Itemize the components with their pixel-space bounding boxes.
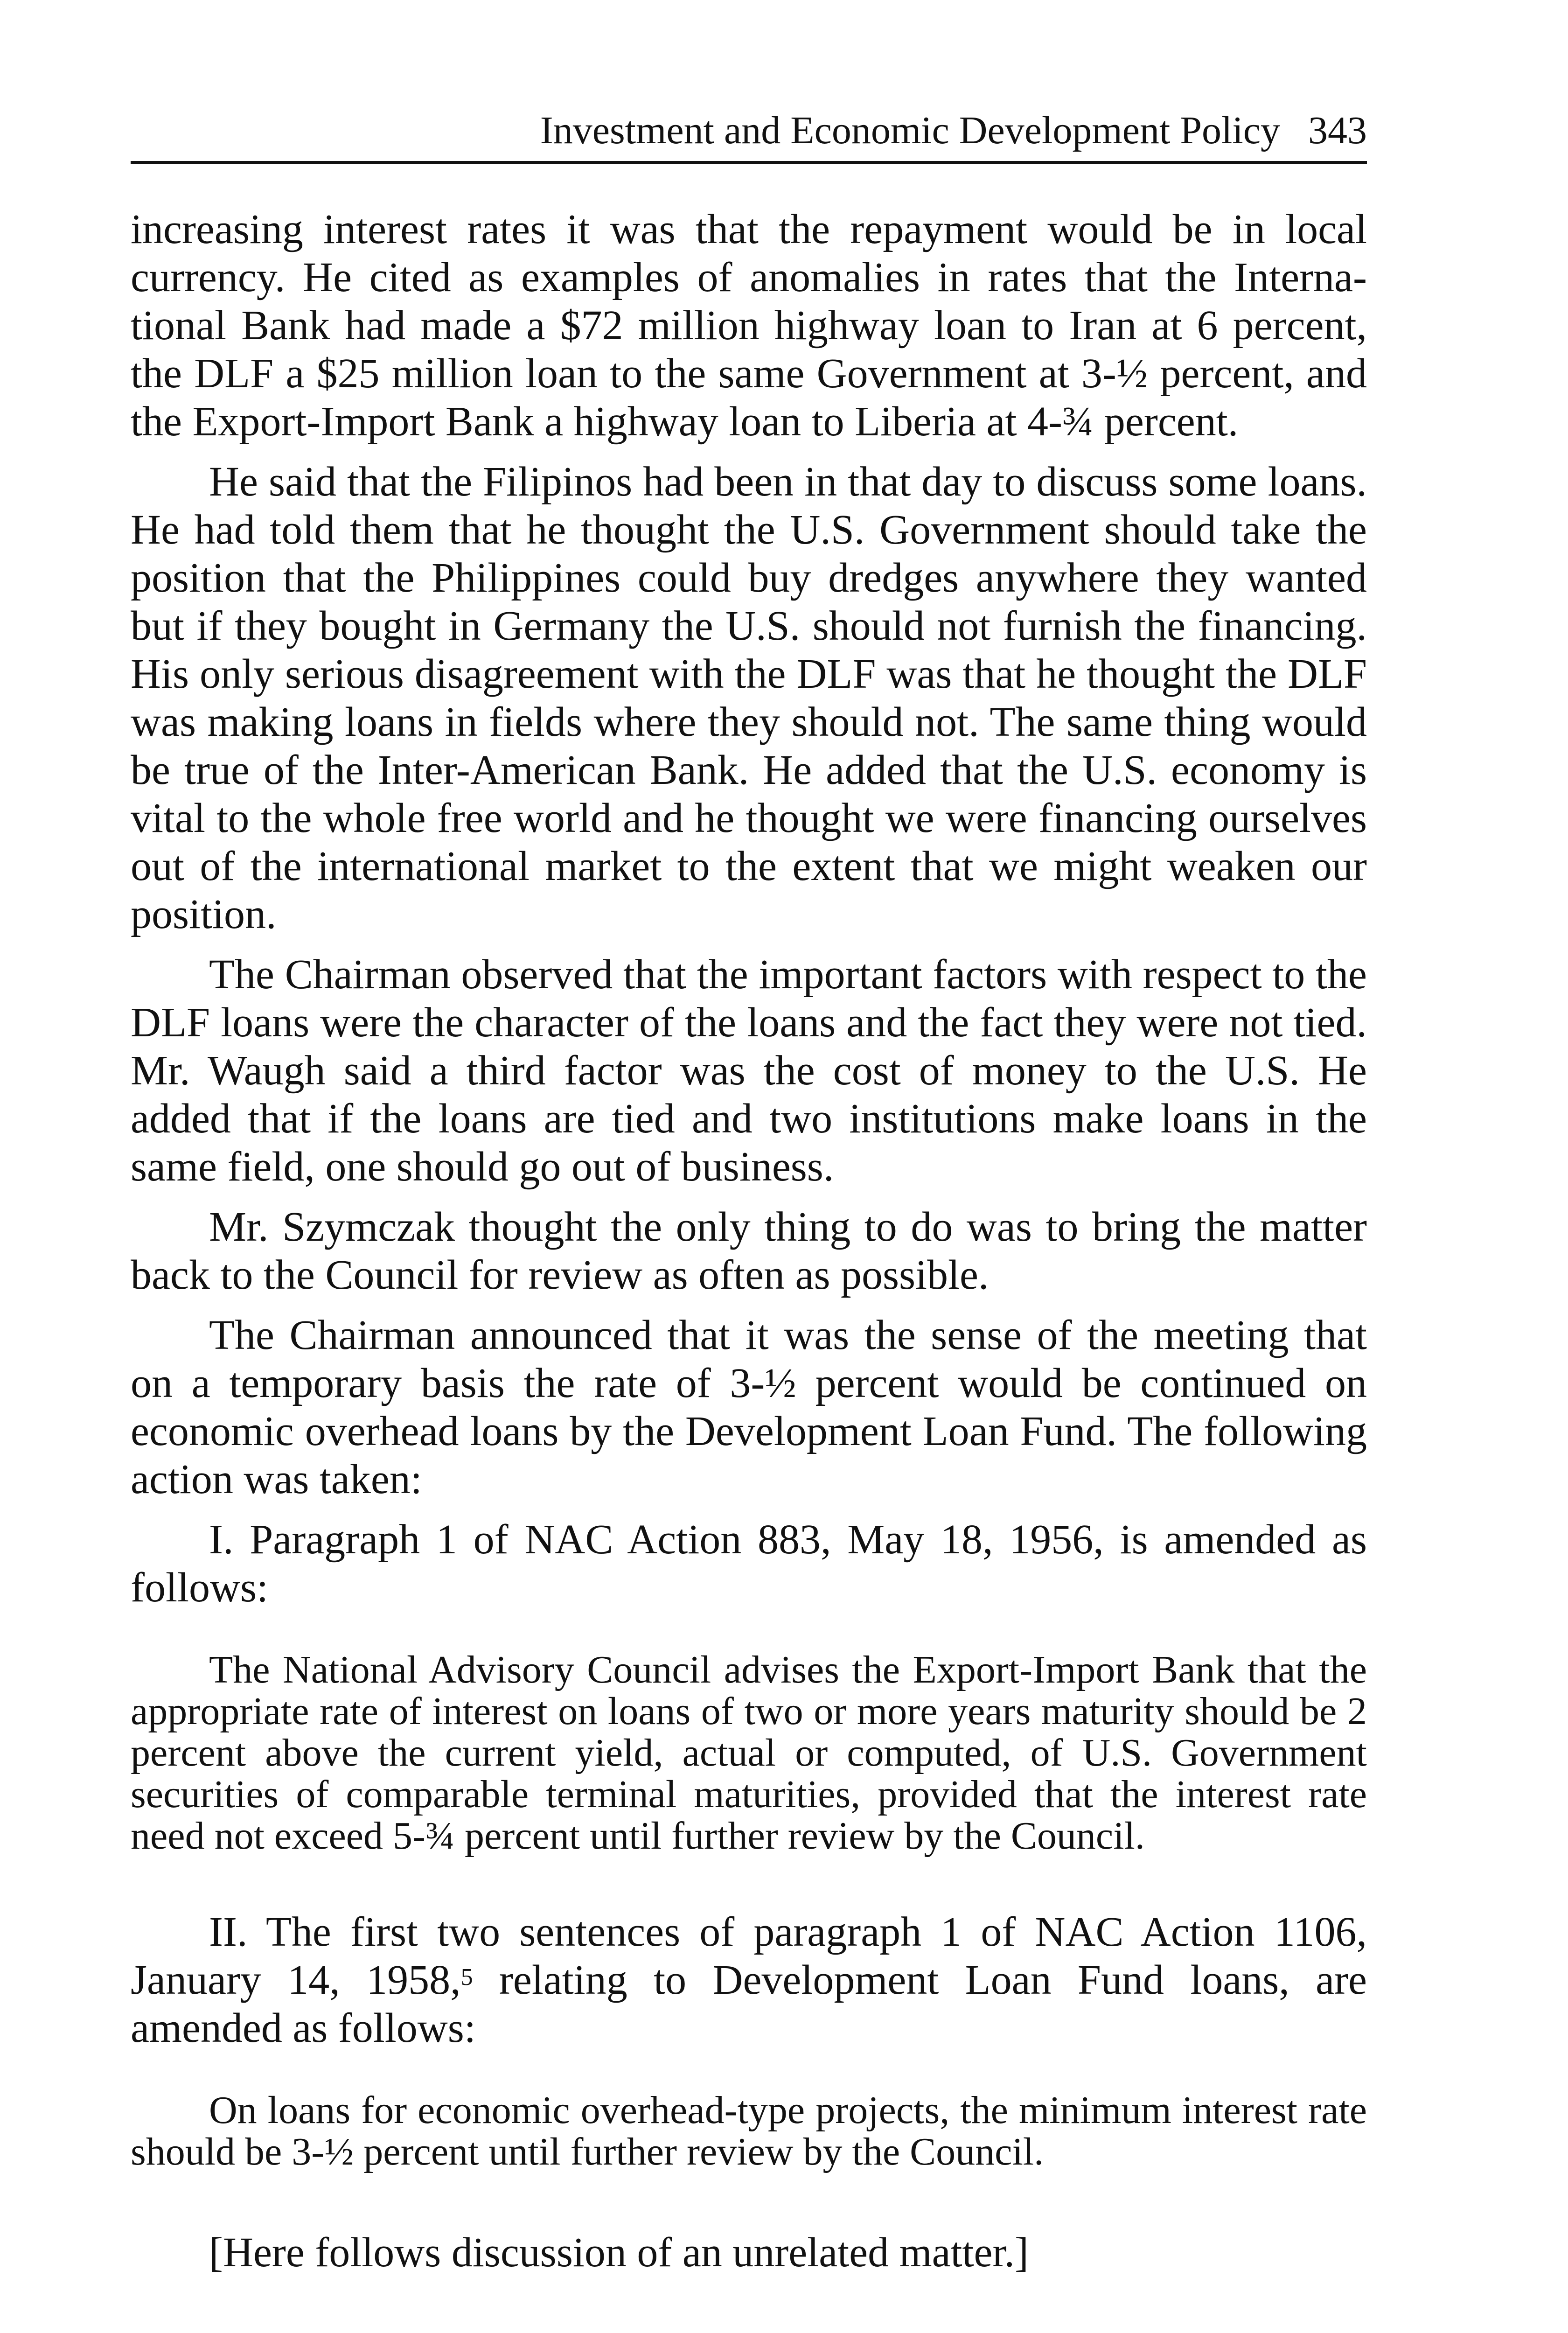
quoted-amendment-1: The National Advisory Council advises the Export-Import Bank that the appropriate rate of interest on loans of two or more years maturity should be 2 percent above the current yield, actual or computed, of U.S. Government securities of comparable terminal maturities, provided that the interest rate need not exceed 5-¾ percent until further review by the Council.	[131, 1648, 1367, 1858]
editorial-note: [Here follows discussion of an unrelated matter.]	[209, 2229, 1029, 2276]
action-i: I. Paragraph 1 of NAC Action 883, May 18, 1956, is amended as follows:	[131, 1516, 1367, 1611]
paragraph-continuation: increasing interest rates it was that the repayment would be in local currency. He cited as examples of anomalies in rates that the International Bank had made a $72 million highway loan to Iran at 6 percent, the DLF a $25 million loan to the same Government at 3-½ percent, and the Export-Import Bank a highway loan to Liberia at 4-¾ percent.	[131, 206, 1367, 445]
page-number: 343	[1308, 109, 1367, 152]
action-ii-text-cont: relating to Development Loan Fund loans, are amended as follows:	[131, 1957, 1367, 2051]
action-ii	[131, 1908, 1367, 2052]
paragraph-filipinos: He said that the Filipinos had been in that day to discuss some loans. He had told them that he thought the U.S. Government should take the position that the Philippines could buy dredges anywhere they wanted but if they bought in Germany the U.S. should not furnish the financing. His only serious disagreement with the DLF was that he thought the DLF was making loans in fields where they should not. The same thing would be true of the Inter-American Bank. He added that the U.S. economy is vital to the whole free world and he thought we were financing ourselves out of the international market to the extent that we might weaken our position.	[131, 459, 1367, 937]
action-ii-text: II. The first two sentences of paragraph 1 of NAC Action 1106, January 14, 1958,	[131, 1909, 1367, 2003]
quoted-amendment-2: On loans for economic overhead-type projects, the minimum interest rate should be 3-½ percent until further review by the Council.	[131, 2089, 1367, 2173]
paragraph-chairman-factors: The Chairman observed that the important factors with respect to the DLF loans were the character of the loans and the fact they were not tied. Mr. Waugh said a third factor was the cost of money to the U.S. He added that if the loans are tied and two institutions make loans in the same field, one should go out of business.	[131, 951, 1367, 1190]
running-head	[131, 107, 1367, 164]
body-text	[131, 205, 1367, 2289]
paragraph-szymczak: Mr. Szymczak thought the only thing to do was to bring the matter back to the Council for review as often as possible.	[131, 1204, 1367, 1298]
running-title: Investment and Economic Development Policy	[540, 109, 1280, 152]
footnote-reference: 5	[460, 1964, 473, 1991]
paragraph-chairman-announcement: The Chairman announced that it was the sense of the meeting that on a temporary basis the rate of 3-½ percent would be continued on economic overhead loans by the Development Loan Fund. The following action was taken:	[131, 1312, 1367, 1502]
